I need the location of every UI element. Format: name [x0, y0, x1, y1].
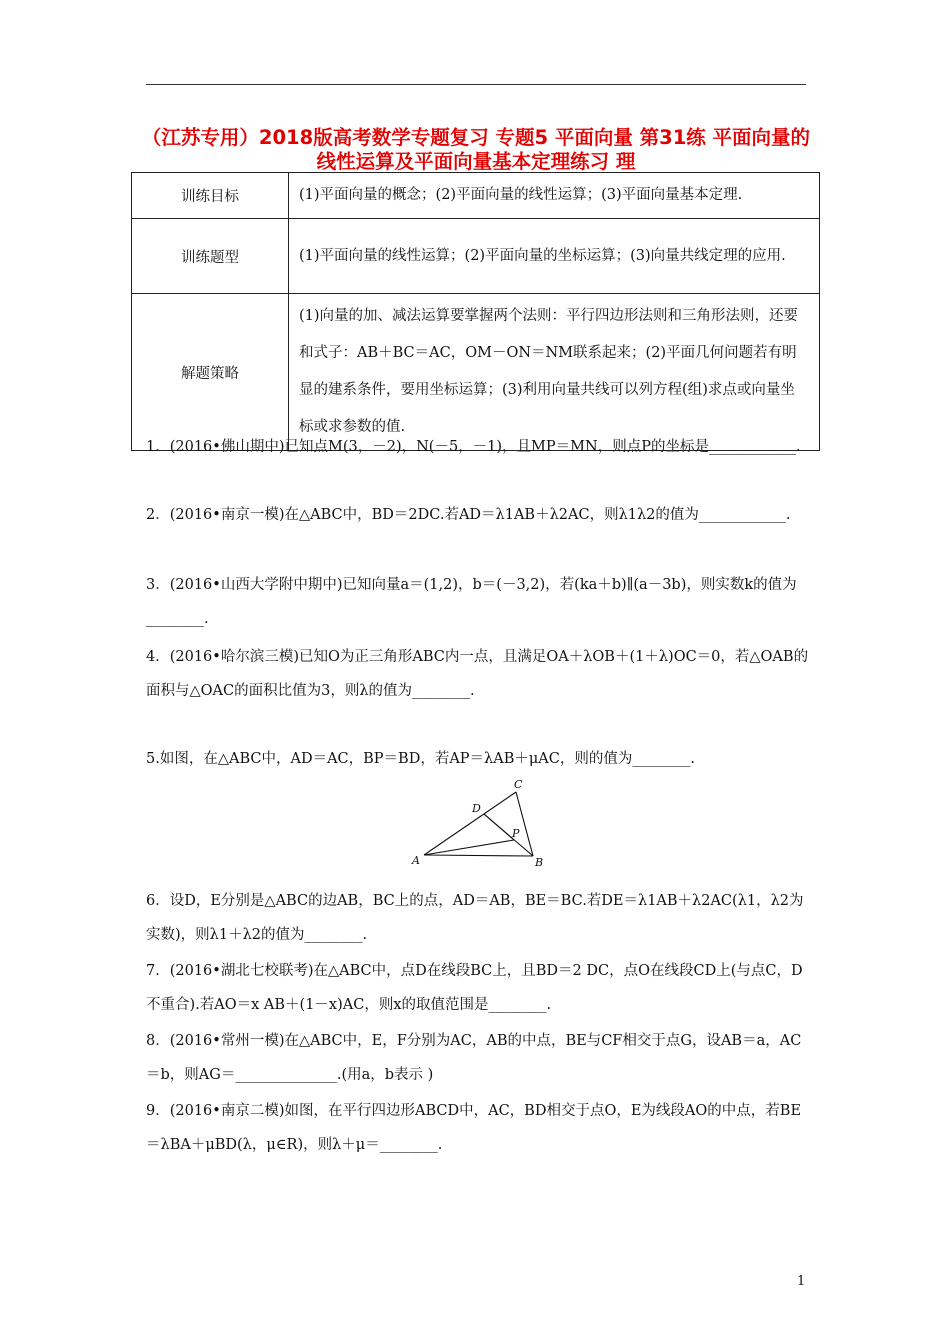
segment-ap: [424, 840, 514, 855]
question-8: 8．(2016•常州一模)在△ABC中，E，F分别为AC，AB的中点，BE与CF相交于点G，设AB＝a，AC＝b，则AG＝______________.(用a，b表示 ): [146, 1033, 802, 1083]
label-d: D: [472, 802, 481, 815]
question-3: 3．(2016•山西大学附中期中)已知向量a＝(1,2)，b＝(－3,2)，若(ka＋b)∥(a－3b)，则实数k的值为________.: [146, 577, 797, 627]
row-content: (1)向量的加、减法运算要掌握两个法则：平行四边形法则和三角形法则，还要和式子：AB＋BC＝AC，OM－ON＝NM联系起来；(2)平面几何问题若有明显的建系条件，要用坐标运算；(3)利用向量共线可以列方程(组)求点或向量坐标或求参数的值.: [289, 294, 820, 451]
document-title: （江苏专用）2018版高考数学专题复习 专题5 平面向量 第31练 平面向量的线性运算及平面向量基本定理练习 理: [141, 126, 811, 173]
question-2: 2．(2016•南京一模)在△ABC中，BD＝2DC.若AD＝λ1AB＋λ2AC，则λ1λ2的值为____________.: [146, 507, 791, 523]
segment-ab: [424, 855, 533, 856]
segment-cb: [516, 792, 533, 856]
segment-dp: [484, 814, 514, 840]
table-row: [132, 219, 820, 294]
label-p: P: [512, 827, 520, 840]
question-7: 7．(2016•湖北七校联考)在△ABC中，点D在线段BC上，且BD＝2 DC，点O在线段CD上(与点C，D不重合).若AO＝x AB＋(1－x)AC，则x的取值范围是________.: [146, 963, 803, 1013]
row-content: (1)平面向量的线性运算；(2)平面向量的坐标运算；(3)向量共线定理的应用.: [289, 219, 820, 294]
label-c: C: [514, 778, 523, 791]
label-a: A: [412, 854, 420, 867]
header-rule: [146, 84, 806, 85]
row-label: 解题策略: [132, 294, 289, 451]
label-b: B: [535, 856, 544, 868]
question-1: 1．(2016•佛山期中)已知点M(3，－2)，N(－5，－1)，且MP＝MN，则点P的坐标是____________.: [146, 439, 801, 455]
training-info-table: [131, 172, 820, 451]
page-number: 1: [797, 1274, 806, 1289]
question-5: 5.如图，在△ABC中，AD＝AC，BP＝BD，若AP＝λAB＋μAC，则的值为________.: [146, 751, 695, 767]
table-row: [132, 294, 820, 451]
row-content: (1)平面向量的概念；(2)平面向量的线性运算；(3)平面向量基本定理.: [289, 173, 820, 219]
row-label: 训练目标: [132, 173, 289, 219]
segment-ac: [424, 792, 516, 855]
table-row: [132, 173, 820, 219]
row-label: 训练题型: [132, 219, 289, 294]
triangle-figure: [400, 776, 560, 868]
question-9: 9．(2016•南京二模)如图，在平行四边形ABCD中，AC，BD相交于点O，E为线段AO的中点，若BE＝λBA＋μBD(λ，μ∈R)，则λ＋μ＝________.: [146, 1103, 802, 1153]
question-6: 6．设D，E分别是△ABC的边AB，BC上的点，AD＝AB，BE＝BC.若DE＝λ1AB＋λ2AC(λ1，λ2为实数)，则λ1＋λ2的值为________.: [146, 893, 804, 943]
question-4: 4．(2016•哈尔滨三模)已知O为正三角形ABC内一点，且满足OA＋λOB＋(1＋λ)OC＝0，若△OAB的面积与△OAC的面积比值为3，则λ的值为________.: [146, 649, 809, 699]
